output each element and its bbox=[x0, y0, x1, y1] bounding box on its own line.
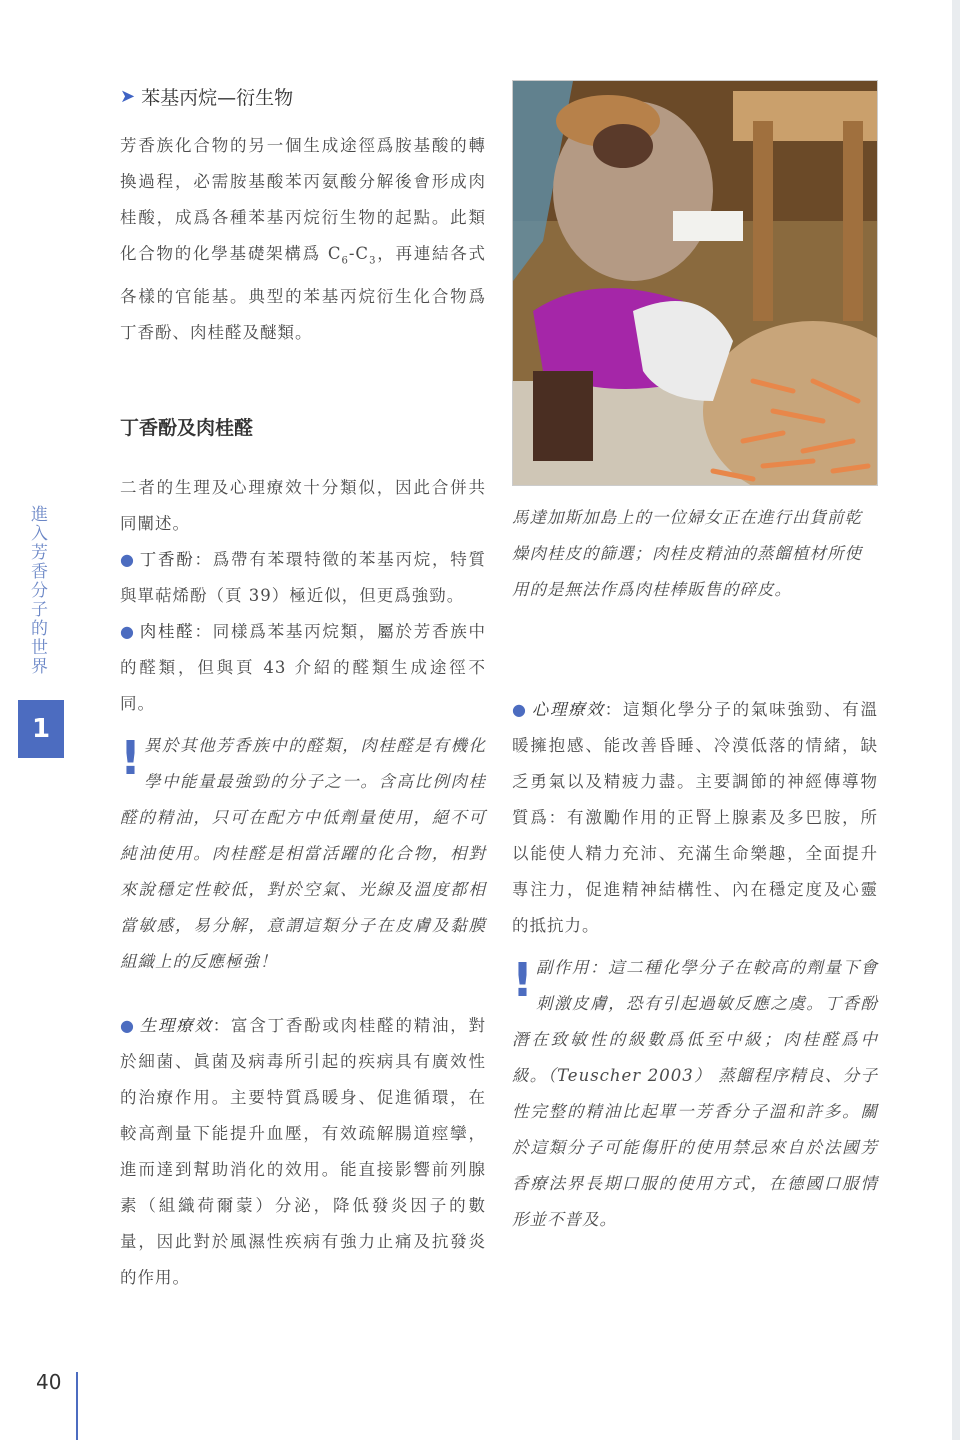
bullet-term: 丁香酚 bbox=[139, 550, 195, 570]
side-effect-note bbox=[512, 950, 878, 1238]
intro-text-2: ，再連結各式各樣的官能基。典型的苯基丙烷衍生化合物爲丁香酚、肉桂醛及醚類。 bbox=[120, 244, 486, 343]
bullet-term: 心理療效 bbox=[531, 700, 605, 719]
physiological-effects bbox=[120, 1008, 486, 1296]
photo-caption: 馬達加斯加島上的一位婦女正在進行出貨前乾燥肉桂皮的篩選；肉桂皮精油的蒸餾植材所使用的是無法作爲肉桂棒販售的碎皮。 bbox=[512, 508, 862, 599]
left-column bbox=[120, 80, 486, 1296]
bullet-dot-icon: ● bbox=[120, 1016, 136, 1036]
side-effect-text: 副作用：這二種化學分子在較高的劑量下會刺激皮膚，恐有引起過敏反應之虞。丁香酚潛在致敏性的級數爲低至中級；肉桂醛爲中級。（Teuscher 2003） 蒸餾程序精良、分子性完整的精油比起單一芳香分子溫和許多。關於這類分子可能傷肝的使用禁忌來自於法國芳香療法界長期口服的使用方式，在德國口服情形並不普及。 bbox=[512, 958, 878, 1229]
intro-text-1: 芳香族化合物的另一個生成途徑爲胺基酸的轉換過程，必需胺基酸苯丙氨酸分解後會形成肉桂酸，成爲各種苯基丙烷衍生物的起點。此類化合物的化學基礎架構爲 C bbox=[120, 136, 486, 263]
warning-note bbox=[120, 728, 486, 980]
arrow-right-icon: ➤ bbox=[120, 85, 136, 107]
running-title: 進入芳香分子的世界 bbox=[27, 505, 47, 676]
subsection-title: 丁香酚及肉桂醛 bbox=[120, 417, 254, 440]
photo-illustration bbox=[513, 81, 877, 485]
bullet-term: 生理療效 bbox=[139, 1016, 213, 1036]
subsection-intro: 二者的生理及心理療效十分類似，因此合併共同闡述。 bbox=[120, 478, 486, 534]
formula-sub-1: 6 bbox=[341, 255, 349, 267]
right-column bbox=[512, 80, 878, 1238]
bullet-text: ：這類化學分子的氣味強勁、有溫暖擁抱感、能改善昏睡、冷漠低落的情緒，缺乏勇氣以及精疲力盡。主要調節的神經傳導物質爲：有激勵作用的正腎上腺素及多巴胺，所以能使人精力充沛、充滿生命樂趣，全面提升專注力，促進精神結構性、內在穩定度及心靈的抵抗力。 bbox=[512, 700, 879, 935]
bullet-cinnamaldehyde bbox=[120, 614, 486, 722]
exclamation-icon: ! bbox=[120, 731, 141, 786]
section-heading bbox=[120, 80, 486, 112]
formula-sub-2: 3 bbox=[369, 255, 377, 267]
section-title: 苯基丙烷—衍生物 bbox=[141, 86, 294, 109]
warning-text: 異於其他芳香族中的醛類，肉桂醛是有機化學中能量最強勁的分子之一。含高比例肉桂醛的精油，只可在配方中低劑量使用，絕不可純油使用。肉桂醛是相當活躍的化合物，相對來說穩定性較低，對於空氣、光線及溫度都相當敏感，易分解，意謂這類分子在皮膚及黏膜組織上的反應極強！ bbox=[120, 736, 486, 972]
exclamation-icon: ! bbox=[512, 953, 533, 1007]
chapter-number-badge: 1 bbox=[18, 700, 64, 758]
bullet-dot-icon: ● bbox=[512, 700, 528, 719]
bullet-text: ：爲帶有苯環特徵的苯基丙烷，特質與單萜烯酚（頁 39）極近似，但更爲強勁。 bbox=[120, 550, 487, 606]
bullet-text: ：同樣爲苯基丙烷類，屬於芳香族中的醛類，但與頁 43 介紹的醛類生成途徑不同。 bbox=[120, 622, 487, 714]
bullet-dot-icon: ● bbox=[120, 550, 136, 570]
page-number: 40 bbox=[36, 1370, 62, 1394]
page-edge bbox=[952, 0, 960, 1440]
bullet-term: 肉桂醛 bbox=[139, 622, 195, 642]
intro-paragraph bbox=[120, 128, 486, 351]
page-rule bbox=[76, 1372, 78, 1440]
bullet-eugenol bbox=[120, 542, 486, 614]
bullet-text: ：富含丁香酚或肉桂醛的精油，對於細菌、眞菌及病毒所引起的疾病具有廣效性的治療作用。主要特質爲暖身、促進循環，在較高劑量下能提升血壓，有效疏解腸道痙攣，進而達到幫助消化的效用。能直接影響前列腺素（組織荷爾蒙）分泌，降低發炎因子的數量，因此對於風濕性疾病有強力止痛及抗發炎的作用。 bbox=[120, 1016, 487, 1288]
cinnamon-sorting-photo bbox=[512, 80, 878, 486]
formula-mid: -C bbox=[348, 244, 370, 263]
psychological-effects bbox=[512, 692, 878, 944]
bullet-dot-icon: ● bbox=[120, 622, 136, 642]
